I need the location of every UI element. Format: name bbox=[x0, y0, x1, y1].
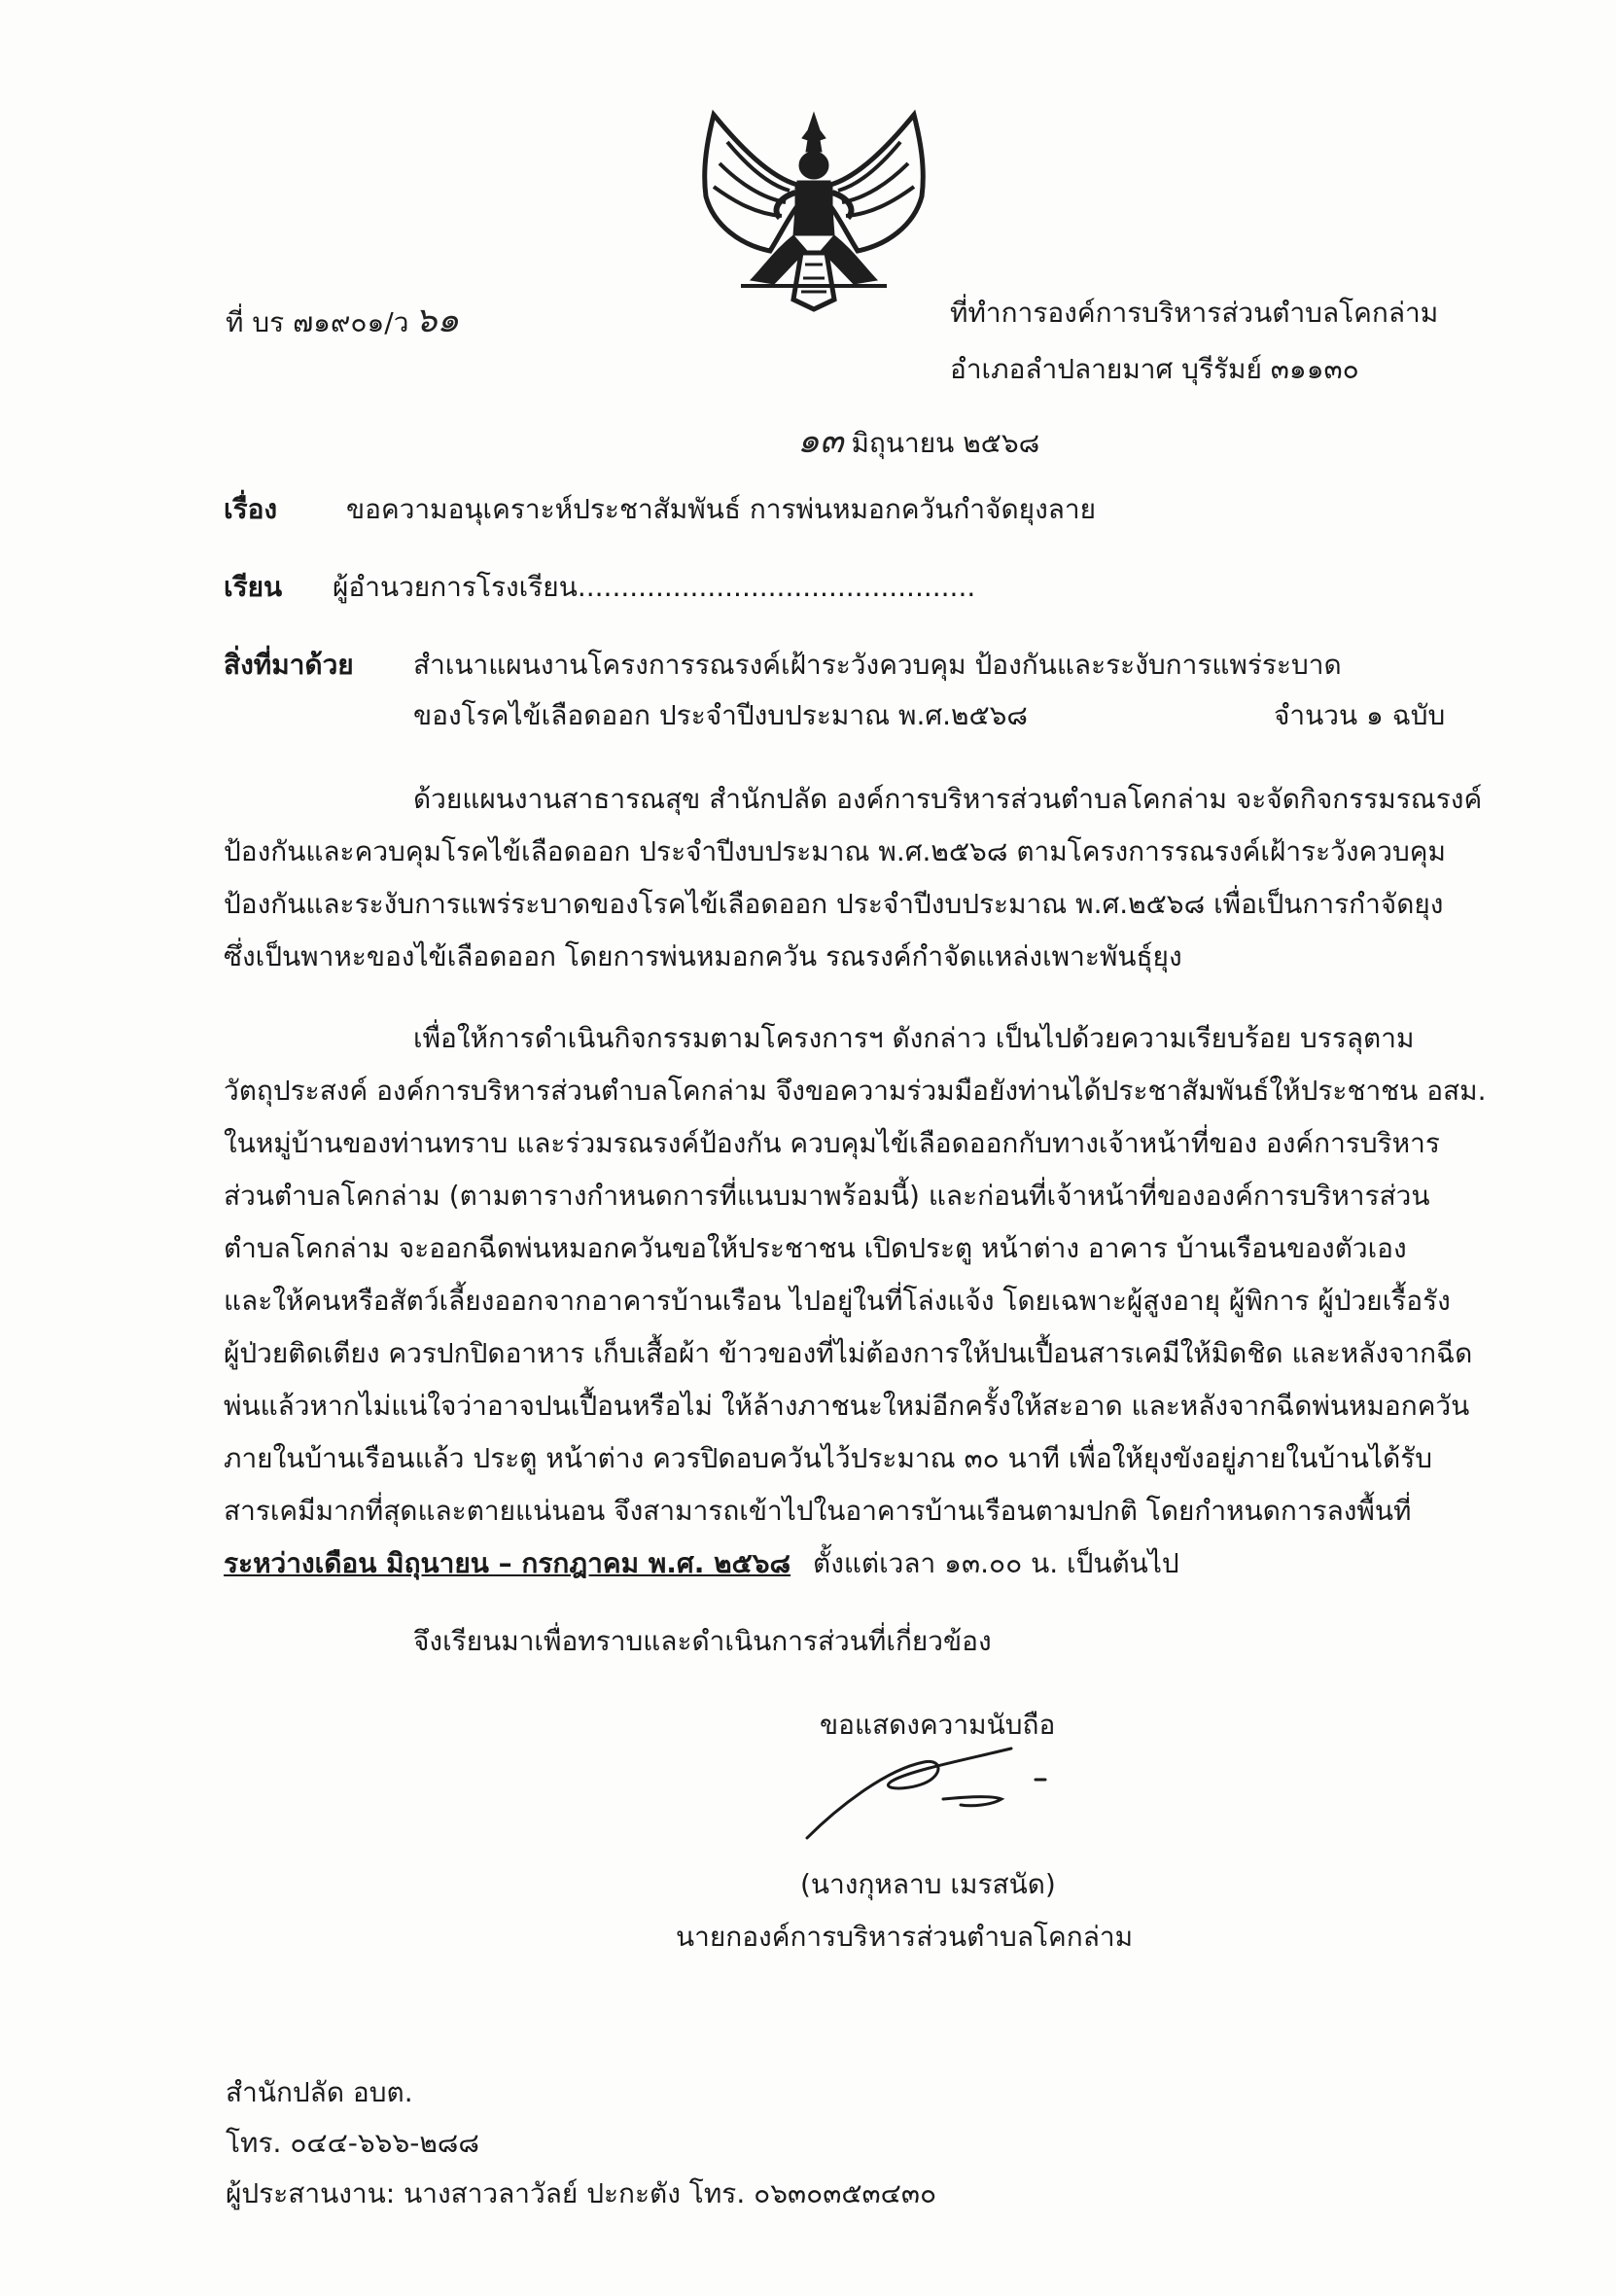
paragraph2-line: พ่นแล้วหากไม่แน่ใจว่าอาจปนเปื้อนหรือไม่ ให้ล้างภาชนะใหม่อีกครั้งให้สะอาด และหลังจากฉีดพ่นหมอกควัน bbox=[224, 1390, 1470, 1422]
paragraph1-line: ป้องกันและควบคุมโรคไข้เลือดออก ประจำปีงบประมาณ พ.ศ.๒๕๖๘ ตามโครงการรณรงค์เฝ้าระวังควบคุม bbox=[224, 835, 1446, 867]
schedule-line bbox=[224, 1542, 1179, 1585]
paragraph2-line: เพื่อให้การดำเนินกิจกรรมตามโครงการฯ ดังกล่าว เป็นไปด้วยความเรียบร้อย บรรลุตาม bbox=[413, 1022, 1415, 1054]
reference-number: ที่ บร ๗๑๙๐๑/ว ๖๑ bbox=[226, 300, 460, 340]
paragraph2-line: ในหมู่บ้านของท่านทราบ และร่วมรณรงค์ป้องกัน ควบคุมไข้เลือดออกกับทางเจ้าหน้าที่ของ องค์การบริหาร bbox=[224, 1127, 1440, 1159]
paragraph1-line: ซึ่งเป็นพาหะของไข้เลือดออก โดยการพ่นหมอกควัน รณรงค์กำจัดแหล่งเพาะพันธุ์ยุง bbox=[224, 940, 1182, 972]
footer-coordinator: ผู้ประสานงาน: นางสาวลาวัลย์ ปะกะตัง โทร. ๐๖๓๐๓๕๓๔๓๐ bbox=[226, 2177, 937, 2209]
paragraph2-line: ส่วนตำบลโคกล่าม (ตามตารางกำหนดการที่แนบมาพร้อมนี้) และก่อนที่เจ้าหน้าที่ขององค์การบริหารส่วน bbox=[224, 1180, 1430, 1212]
paragraph2-line: และให้คนหรือสัตว์เลี้ยงออกจากอาคารบ้านเรือน ไปอยู่ในที่โล่งแจ้ง โดยเฉพาะผู้สูงอายุ ผู้พิการ ผู้ป่วยเรื้อรัง bbox=[224, 1285, 1451, 1317]
paragraph2-line: ภายในบ้านเรือนแล้ว ประตู หน้าต่าง ควรปิดอบควันไว้ประมาณ ๓๐ นาที เพื่อให้ยุงขังอยู่ภายในบ้านได้รับ bbox=[224, 1442, 1433, 1474]
enclosure-line1: สำเนาแผนงานโครงการรณรงค์เฝ้าระวังควบคุม ป้องกันและระงับการแพร่ระบาด bbox=[413, 649, 1342, 681]
office-address-line1: ที่ทำการองค์การบริหารส่วนตำบลโคกล่าม bbox=[950, 297, 1439, 329]
enclosure-label: สิ่งที่มาด้วย bbox=[224, 649, 354, 681]
paragraph2-line: วัตถุประสงค์ องค์การบริหารส่วนตำบลโคกล่าม จึงขอความร่วมมือยังท่านได้ประชาสัมพันธ์ให้ประชาชน อสม. bbox=[224, 1075, 1487, 1107]
reference-number-handwritten: ๖๑ bbox=[414, 300, 460, 340]
paragraph1-line: ด้วยแผนงานสาธารณสุข สำนักปลัด องค์การบริหารส่วนตำบลโคกล่าม จะจัดกิจกรรมรณรงค์ bbox=[413, 783, 1483, 815]
office-address-line2: อำเภอลำปลายมาศ บุรีรัมย์ ๓๑๑๓๐ bbox=[950, 353, 1359, 385]
signer-name: (นางกุหลาบ เมรสนัด) bbox=[800, 1868, 1056, 1900]
garuda-emblem bbox=[692, 109, 935, 313]
date-day-handwritten: ๑๓ bbox=[797, 421, 844, 461]
subject-text: ขอความอนุเคราะห์ประชาสัมพันธ์ การพ่นหมอกควันกำจัดยุงลาย bbox=[346, 493, 1097, 525]
paragraph2-line: ผู้ป่วยติดเตียง ควรปกปิดอาหาร เก็บเสื้อผ้า ข้าวของที่ไม่ต้องการให้ปนเปื้อนสารเคมีให้มิดชิด และหลังจากฉีด bbox=[224, 1337, 1473, 1369]
closing-sentence: จึงเรียนมาเพื่อทราบและดำเนินการส่วนที่เกี่ยวข้อง bbox=[413, 1625, 992, 1657]
signer-position: นายกองค์การบริหารส่วนตำบลโคกล่าม bbox=[676, 1921, 1134, 1953]
paragraph2-line: สารเคมีมากที่สุดและตายแน่นอน จึงสามารถเข้าไปในอาคารบ้านเรือนตามปกติ โดยกำหนดการลงพื้นที่ bbox=[224, 1495, 1412, 1527]
enclosure-line2: ของโรคไข้เลือดออก ประจำปีงบประมาณ พ.ศ.๒๕๖๘ bbox=[413, 699, 1029, 731]
handwritten-signature bbox=[797, 1741, 1050, 1848]
footer-department: สำนักปลัด อบต. bbox=[226, 2076, 413, 2108]
schedule-underlined: ระหว่างเดือน มิถุนายน – กรกฎาคม พ.ศ. ๒๕๖๘ bbox=[224, 1547, 791, 1579]
recipient-line bbox=[224, 566, 976, 609]
enclosure-count: จำนวน ๑ ฉบับ bbox=[1274, 699, 1446, 731]
recipient-text: ผู้อำนวยการโรงเรียน.............................................. bbox=[333, 571, 976, 603]
footer-phone: โทร. ๐๔๔-๖๖๖-๒๘๘ bbox=[226, 2127, 479, 2159]
paragraph1-line: ป้องกันและระงับการแพร่ระบาดของโรคไข้เลือดออก ประจำปีงบประมาณ พ.ศ.๒๕๖๘ เพื่อเป็นการกำจัดยุง bbox=[224, 888, 1444, 920]
paragraph2-line: ตำบลโคกล่าม จะออกฉีดพ่นหมอกควันขอให้ประชาชน เปิดประตู หน้าต่าง อาคาร บ้านเรือนของตัวเอง bbox=[224, 1232, 1407, 1264]
salutation: ขอแสดงความนับถือ bbox=[820, 1709, 1056, 1741]
subject-label: เรื่อง bbox=[224, 493, 278, 525]
letter-date: ๑๓ มิถุนายน ๒๕๖๘ bbox=[797, 421, 1040, 461]
schedule-rest: ตั้งแต่เวลา ๑๓.๐๐ น. เป็นต้นไป bbox=[813, 1547, 1179, 1579]
recipient-label: เรียน bbox=[224, 571, 283, 603]
subject-line bbox=[224, 488, 1097, 531]
